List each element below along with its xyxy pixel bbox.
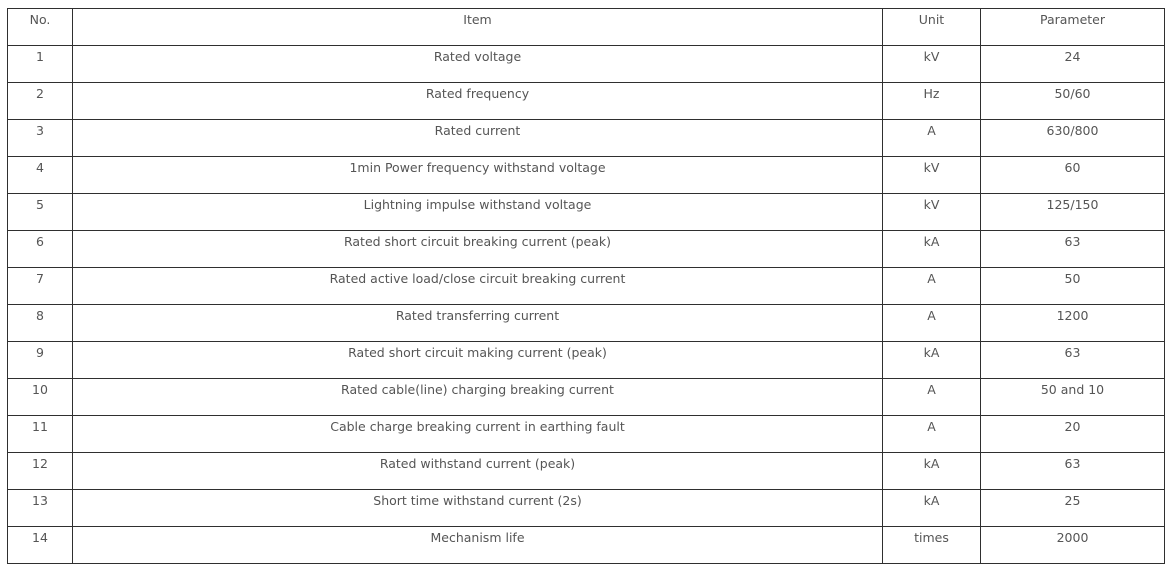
cell-item: Mechanism life [73, 527, 883, 564]
cell-item: Cable charge breaking current in earthing fault [73, 416, 883, 453]
table-row [8, 83, 1165, 120]
cell-item: Rated cable(line) charging breaking current [73, 379, 883, 416]
cell-parameter: 63 [981, 453, 1165, 490]
table-row [8, 453, 1165, 490]
cell-parameter: 25 [981, 490, 1165, 527]
cell-no: 1 [8, 46, 73, 83]
cell-item: Rated short circuit breaking current (peak) [73, 231, 883, 268]
cell-no: 7 [8, 268, 73, 305]
cell-no: 5 [8, 194, 73, 231]
table-row [8, 46, 1165, 83]
cell-parameter: 630/800 [981, 120, 1165, 157]
cell-parameter: 63 [981, 231, 1165, 268]
cell-no: 3 [8, 120, 73, 157]
cell-no: 13 [8, 490, 73, 527]
cell-no: 8 [8, 305, 73, 342]
cell-item: Rated frequency [73, 83, 883, 120]
cell-parameter: 63 [981, 342, 1165, 379]
table-header [8, 9, 1165, 46]
cell-no: 2 [8, 83, 73, 120]
cell-no: 11 [8, 416, 73, 453]
table-row [8, 379, 1165, 416]
cell-parameter: 60 [981, 157, 1165, 194]
cell-unit: A [883, 305, 981, 342]
header-row [8, 9, 1165, 46]
cell-unit: times [883, 527, 981, 564]
table-row [8, 342, 1165, 379]
cell-parameter: 1200 [981, 305, 1165, 342]
cell-unit: A [883, 379, 981, 416]
cell-unit: kV [883, 194, 981, 231]
cell-unit: kV [883, 46, 981, 83]
table-row [8, 157, 1165, 194]
table-row [8, 231, 1165, 268]
table-row [8, 490, 1165, 527]
cell-item: Lightning impulse withstand voltage [73, 194, 883, 231]
cell-parameter: 2000 [981, 527, 1165, 564]
table-row [8, 416, 1165, 453]
cell-no: 14 [8, 527, 73, 564]
cell-parameter: 20 [981, 416, 1165, 453]
cell-item: Rated active load/close circuit breaking current [73, 268, 883, 305]
cell-item: 1min Power frequency withstand voltage [73, 157, 883, 194]
cell-parameter: 50 and 10 [981, 379, 1165, 416]
cell-item: Rated transferring current [73, 305, 883, 342]
cell-item: Rated voltage [73, 46, 883, 83]
cell-parameter: 24 [981, 46, 1165, 83]
spec-table [7, 8, 1165, 564]
cell-parameter: 50/60 [981, 83, 1165, 120]
cell-no: 4 [8, 157, 73, 194]
table-body [8, 46, 1165, 564]
cell-item: Rated current [73, 120, 883, 157]
header-parameter: Parameter [981, 9, 1165, 46]
cell-unit: kA [883, 231, 981, 268]
cell-unit: kA [883, 490, 981, 527]
table-row [8, 268, 1165, 305]
table-row [8, 305, 1165, 342]
cell-no: 9 [8, 342, 73, 379]
cell-item: Rated short circuit making current (peak) [73, 342, 883, 379]
table-row [8, 194, 1165, 231]
cell-parameter: 50 [981, 268, 1165, 305]
cell-no: 12 [8, 453, 73, 490]
cell-unit: A [883, 416, 981, 453]
header-unit: Unit [883, 9, 981, 46]
cell-parameter: 125/150 [981, 194, 1165, 231]
cell-unit: kV [883, 157, 981, 194]
cell-item: Rated withstand current (peak) [73, 453, 883, 490]
table-row [8, 120, 1165, 157]
cell-item: Short time withstand current (2s) [73, 490, 883, 527]
cell-unit: A [883, 268, 981, 305]
header-no: No. [8, 9, 73, 46]
cell-unit: kA [883, 342, 981, 379]
cell-unit: Hz [883, 83, 981, 120]
header-item: Item [73, 9, 883, 46]
cell-unit: A [883, 120, 981, 157]
cell-no: 6 [8, 231, 73, 268]
cell-unit: kA [883, 453, 981, 490]
table-row [8, 527, 1165, 564]
cell-no: 10 [8, 379, 73, 416]
